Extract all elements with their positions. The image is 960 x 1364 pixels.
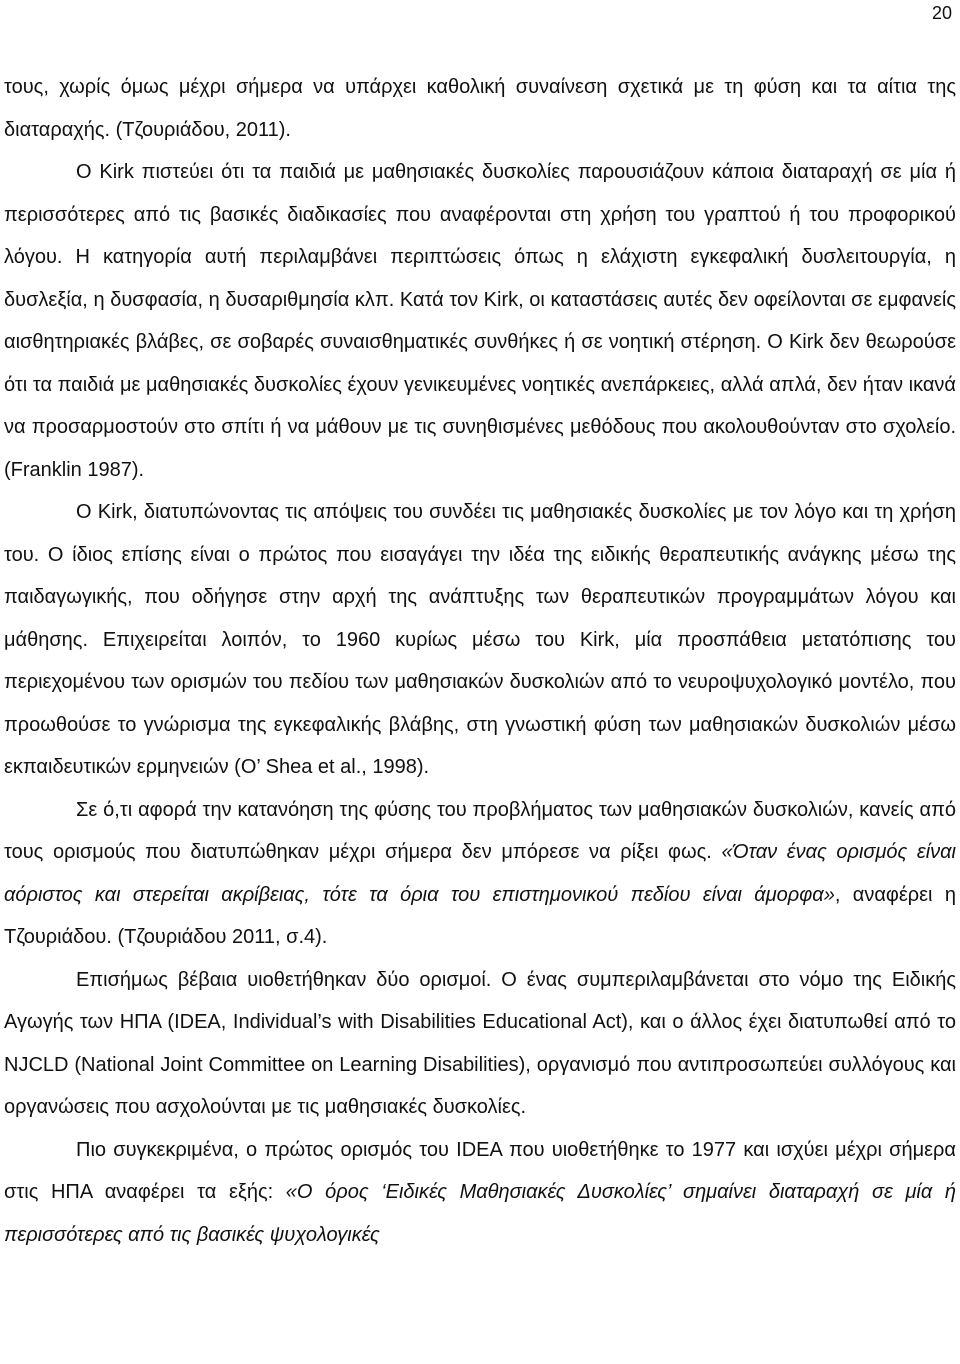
paragraph-text: Ο Kirk πιστεύει ότι τα παιδιά με μαθησιακές δυσκολίες παρουσιάζουν κάποια διαταραχή σε μία ή περισσότερες από τις βασικές διαδικασίες που αναφέρονται στη χρήση του γραπτού ή του προφορικού λόγου. Η κατηγορία αυτή περιλαμβάνει περιπτώσεις όπως η ελάχιστη εγκεφαλική δυσλειτουργία, η δυσλεξία, η δυσφασία, η δυσαριθμησία κλπ. Κατά τον Kirk, οι καταστάσεις αυτές δεν οφείλονται σε εμφανείς αισθητηριακές βλάβες, σε σοβαρές συναισθηματικές συνθήκες ή σε νοητική στέρηση. Ο Kirk δεν θεωρούσε ότι τα παιδιά με μαθησιακές δυσκολίες έχουν γενικευμένες νοητικές ανεπάρκειες, αλλά απλά, δεν ήταν ικανά να προσαρμοστούν στο σπίτι ή να μάθουν με τις συνηθισμένες μεθόδους που ακολουθούνταν στο σχολείο. (Franklin 1987). — [4, 161, 956, 481]
paragraph-text: τους, χωρίς όμως μέχρι σήμερα να υπάρχει καθολική συναίνεση σχετικά με τη φύση και τα αίτια της διαταραχής. (Τζουριάδου, 2011). — [4, 76, 956, 141]
paragraph-text: Πιο συγκεκριμένα, ο πρώτος ορισμός του IDEA που υιοθετήθηκε το 1977 και ισχύει μέχρι σήμερα στις ΗΠΑ αναφέρει τα εξής: — [4, 1138, 956, 1203]
paragraph-6 — [4, 1129, 956, 1257]
paragraph-2 — [4, 151, 956, 491]
paragraph-text: , αναφέρει η Τζουριάδου. (Τζουριάδου 2011, σ.4). — [4, 883, 956, 948]
paragraph-1 — [4, 66, 956, 151]
paragraph-text: Ο Kirk, διατυπώνοντας τις απόψεις του συνδέει τις μαθησιακές δυσκολίες με τον λόγο και τη χρήση του. Ο ίδιος επίσης είναι ο πρώτος που εισαγάγει την ιδέα της ειδικής θεραπευτικής ανάγκης μέσω της παιδαγωγικής, που οδήγησε στην αρχή της ανάπτυξης των θεραπευτικών προγραμμάτων λόγου και μάθησης. Επιχειρείται λοιπόν, το 1960 κυρίως μέσω του Kirk, μία προσπάθεια μετατόπισης του περιεχομένου των ορισμών του πεδίου των μαθησιακών δυσκολιών από το νευροψυχολογικό μοντέλο, που προωθούσε το γνώρισμα της εγκεφαλικής βλάβης, στη γνωστική φύση των μαθησιακών δυσκολιών μέσω εκπαιδευτικών ερμηνειών (O’ Shea et al., 1998). — [4, 501, 956, 778]
quote-text: «Ο όρος ‘Ειδικές Μαθησιακές Δυσκολίες’ σημαίνει διαταραχή σε μία ή περισσότερες από τις βασικές ψυχολογικές — [4, 1181, 956, 1246]
paragraph-3 — [4, 491, 956, 789]
quote-text: «Όταν ένας ορισμός είναι αόριστος και στερείται ακρίβειας, τότε τα όρια του επιστημονικού πεδίου είναι άμορφα» — [4, 841, 957, 906]
document-body — [4, 66, 956, 1256]
paragraph-text: Επισήμως βέβαια υιοθετήθηκαν δύο ορισμοί. Ο ένας συμπεριλαμβάνεται στο νόμο της Ειδικής Αγωγής των ΗΠΑ (IDEA, Individual’s with Disabilities Educational Act), και ο άλλος έχει διατυπωθεί από το NJCLD (National Joint Committee on Learning Disabilities), οργανισμό που αντιπροσωπεύει συλλόγους και οργανώσεις που ασχολούνται με τις μαθησιακές δυσκολίες. — [4, 968, 956, 1118]
paragraph-text: Σε ό,τι αφορά την κατανόηση της φύσης του προβλήματος των μαθησιακών δυσκολιών, κανείς από τους ορισμούς που διατυπώθηκαν μέχρι σήμερα δεν μπόρεσε να ρίξει φως. — [4, 798, 956, 863]
page-number: 20 — [931, 3, 952, 23]
paragraph-5 — [4, 959, 956, 1129]
paragraph-4 — [4, 789, 956, 959]
